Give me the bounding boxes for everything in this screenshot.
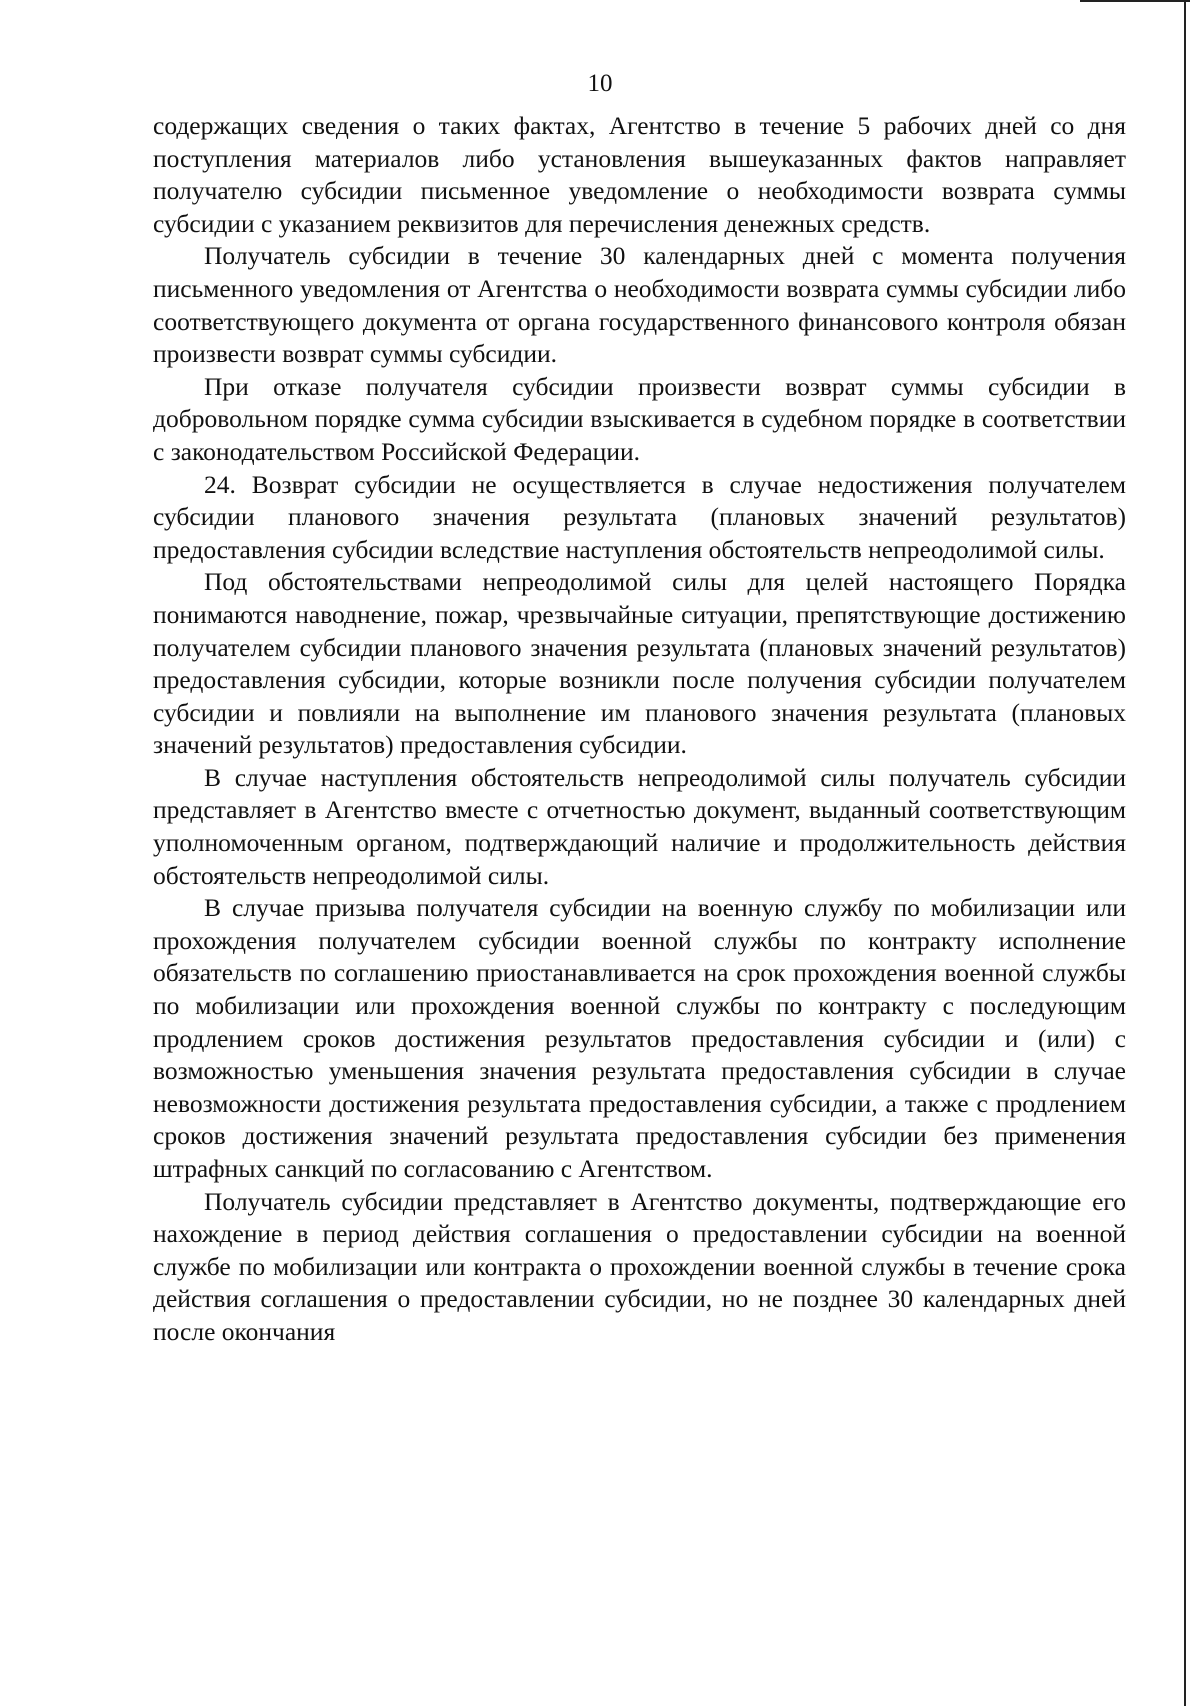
page-number: 10 — [587, 70, 613, 97]
paragraph-military-documents: Получатель субсидии представляет в Агентство документы, подтверждающие его нахождение в период действия соглашения о предоставлении субсидии на военной службе по мобилизации или контракта о прохождении военной службы в течение срока действия соглашения о предоставлении субсидии, но не позднее 30 календарных дней после окончания — [153, 1186, 1126, 1346]
paragraph-military-service: В случае призыва получателя субсидии на военную службу по мобилизации или прохождения получателем субсидии военной службы по контракту исполнение обязательств по соглашению приостанавливается на срок прохождения военной службы по мобилизации или прохождения военной службы по контракту с последующим продлением сроков достижения результатов предоставления субсидии и (или) с возможностью уменьшения значения результата предоставления субсидии в случае невозможности достижения результата предоставления субсидии, а также с продлением сроков достижения значений результата предоставления субсидии без применения штрафных санкций по согласованию с Агентством. — [153, 893, 1126, 1183]
document-body — [153, 110, 1126, 1349]
page-border-right — [1184, 0, 1186, 1706]
page-border-top — [1080, 0, 1190, 2]
paragraph-return-deadline: Получатель субсидии в течение 30 календарных дней с момента получения письменного уведомления от Агентства о необходимости возврата суммы субсидии либо соответствующего документа от органа государственного финансового контроля обязан произвести возврат суммы субсидии. — [153, 241, 1126, 369]
paragraph-force-majeure-documents: В случае наступления обстоятельств непреодолимой силы получатель субсидии представляет в Агентство вместе с отчетностью документ, выданный соответствующим уполномоченным органом, подтверждающий наличие и продолжительность действия обстоятельств непреодолимой силы. — [153, 762, 1126, 890]
paragraph-continuation: содержащих сведения о таких фактах, Агентство в течение 5 рабочих дней со дня поступления материалов либо установления вышеуказанных фактов направляет получателю субсидии письменное уведомление о необходимости возврата суммы субсидии с указанием реквизитов для перечисления денежных средств. — [153, 111, 1126, 238]
paragraph-force-majeure-definition: Под обстоятельствами непреодолимой силы для целей настоящего Порядка понимаются наводнение, пожар, чрезвычайные ситуации, препятствующие достижению получателем субсидии планового значения результата (плановых значений результатов) предоставления субсидии, которые возникли после получения субсидии получателем субсидии и повлияли на выполнение им планового значения результата (плановых значений результатов) предоставления субсидии. — [153, 567, 1126, 760]
paragraph-item-24: 24. Возврат субсидии не осуществляется в случае недостижения получателем субсидии планового значения результата (плановых значений результатов) предоставления субсидии вследствие наступления обстоятельств непреодолимой силы. — [153, 469, 1126, 564]
paragraph-refusal: При отказе получателя субсидии произвести возврат суммы субсидии в добровольном порядке сумма субсидии взыскивается в судебном порядке в соответствии с законодательством Российской Федерации. — [153, 371, 1126, 466]
